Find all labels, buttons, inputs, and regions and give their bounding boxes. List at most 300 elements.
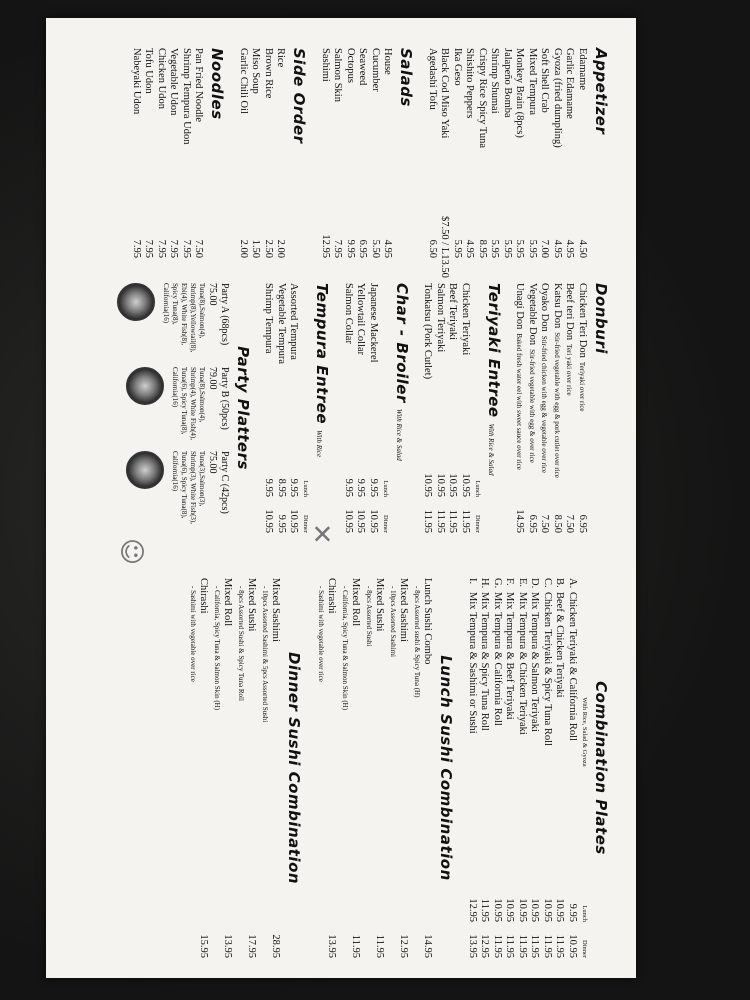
item-name-wrap [551, 283, 564, 491]
party-b-price: 79.00 [207, 367, 218, 390]
item-name: Nabeyaki Udon [131, 48, 142, 115]
sushi-combo-item [314, 578, 338, 958]
item-name-wrap [491, 578, 504, 886]
tempura-column-headers [300, 283, 310, 533]
item-name: Monkey Brain (8pcs) [514, 48, 526, 138]
item-letter: B. [554, 578, 566, 588]
appetizer-item [501, 48, 514, 258]
dinner-label: Dinner [382, 514, 389, 533]
party-a [117, 283, 230, 365]
combination-item [566, 578, 579, 958]
sushi-chef-icon: ☺ [116, 538, 146, 566]
dinner-sushi-section [186, 578, 304, 958]
item-description: - 8pcs Assorted sushi & Spicy Tuna (H) [413, 586, 422, 698]
broiler-item [342, 283, 355, 533]
side-order-item [274, 48, 287, 258]
item-name: Garlic Chili Oil [238, 48, 249, 114]
item-name: Japanese Mackerel [368, 283, 379, 363]
item-price: 7.95 [332, 239, 344, 258]
combination-item [491, 578, 504, 958]
item-name: Tonkatsu (Pork Cutlet) [422, 283, 434, 380]
side-order-section [237, 48, 309, 258]
item-name: Chicken Udon [156, 48, 167, 109]
item-name-wrap [261, 578, 282, 916]
item-name: Edamame [577, 48, 588, 90]
tempura-item [262, 283, 275, 533]
noodle-item [167, 48, 180, 258]
item-name: Shrimp Tempura [263, 283, 275, 354]
item-name: Salmon Teriyaki [435, 283, 446, 353]
lunch-price: 10.95 [492, 898, 503, 922]
salad-item [319, 48, 332, 258]
item-price: 5.95 [527, 239, 538, 258]
donburi-list [513, 283, 588, 533]
broiler-title: Char - Broiler [393, 283, 411, 403]
item-name: Mix Tempura & Beef Teriyaki [504, 592, 516, 720]
side-order-list [237, 48, 287, 258]
item-name: Vegetable Udon [168, 48, 180, 116]
item-name: Gyoza (fried dumpling) [552, 48, 563, 148]
sushi-platter-image [117, 283, 155, 321]
item-price: 7.95 [181, 239, 192, 258]
item-name: Agedashi Tofu [427, 48, 438, 110]
salad-item [381, 48, 394, 258]
item-name: Oyako Don [539, 283, 551, 332]
teriyaki-section [421, 283, 503, 533]
item-name: Lunch Sushi Combo [422, 578, 434, 665]
donburi-section [513, 283, 610, 533]
side-order-item [237, 48, 250, 258]
item-price: 5.95 [452, 239, 463, 258]
item-price: 4.95 [464, 239, 476, 258]
appetizer-item [451, 48, 464, 258]
item-name: Mix Tempura & Spicy Tuna Roll [479, 592, 491, 731]
lunch-sushi-section [314, 578, 456, 958]
lunch-price: 10.95 [554, 898, 566, 922]
item-letter: H. [479, 578, 491, 589]
item-price: 11.95 [350, 934, 362, 958]
appetizer-item [513, 48, 526, 258]
item-name: Mix Tempura & Sashimi or Sushi [467, 592, 478, 734]
lunch-price: 10.95 [517, 898, 528, 922]
lunch-price: 9.95 [263, 478, 275, 497]
item-name: Mix Tempura & Chicken Teriyaki [517, 592, 528, 735]
dinner-price: 13.95 [467, 934, 478, 958]
item-name-wrap [553, 578, 566, 886]
item-price: 13.95 [326, 934, 338, 958]
dinner-price: 11.95 [517, 934, 528, 958]
item-name: Mixed Roll [222, 578, 234, 627]
item-name-wrap [538, 283, 551, 491]
lunch-price: 10.95 [542, 898, 553, 922]
item-name: Mixed Sashimi [398, 578, 410, 642]
party-a-title: Party A (68pcs) [219, 283, 230, 346]
dinner-price: 10.95 [343, 509, 354, 533]
combination-item [541, 578, 554, 958]
item-name-wrap [503, 578, 516, 886]
item-name: Mix Tempura & Salmon Teriyaki [529, 592, 541, 732]
lunch-price: 11.95 [479, 898, 491, 922]
donburi-item [526, 283, 539, 533]
party-c-price: 75.00 [207, 451, 218, 474]
teriyaki-column-headers [471, 283, 481, 533]
item-price: 7.50 [193, 239, 205, 258]
tempura-sub: With Rice [315, 430, 324, 458]
item-name: Tofu Udon [143, 48, 155, 94]
lunch-label: Lunch [382, 480, 389, 497]
item-name: Vegetable Don [527, 283, 538, 346]
item-name-wrap [528, 578, 541, 886]
party-c-line: California(16) [171, 451, 179, 492]
tempura-title: Tempura Entree [313, 283, 332, 425]
side-order-item [262, 48, 275, 258]
dinner-price: 10.95 [263, 509, 275, 533]
item-description: - 8pcs Assorted Sushi & Spicy Tuna Roll [237, 586, 246, 701]
party-a-line: Spicy Tuna(8), [171, 283, 179, 325]
salad-item [344, 48, 357, 258]
item-name: Crispy Rice Spicy Tuna [477, 48, 488, 149]
item-name-wrap [526, 283, 539, 491]
party-b-contents [170, 367, 206, 449]
item-name: Chicken Teriyaki & California Roll [567, 592, 578, 741]
item-name: Beef teri Don [564, 283, 576, 341]
combination-list [466, 578, 579, 958]
appetizer-list [426, 48, 589, 278]
lunch-label: Lunch [581, 905, 588, 922]
item-note: Stir-fried vegetable with egg & pork cutlet over rice [553, 332, 561, 478]
item-name: Seaweed [357, 48, 369, 86]
lunch-price: 10.95 [422, 473, 434, 497]
item-price: 7.95 [131, 239, 142, 258]
item-price: 6.95 [527, 514, 538, 533]
party-c [126, 451, 230, 533]
teriyaki-heading [485, 283, 503, 533]
menu-column-3 [176, 578, 611, 958]
item-price: 6.95 [577, 514, 588, 533]
item-price: 5.95 [502, 239, 513, 258]
sushi-platter-image [126, 451, 164, 489]
item-name-wrap [389, 578, 410, 916]
item-price: 14.95 [514, 509, 526, 533]
item-name-wrap [237, 578, 258, 916]
item-description: - California, Spicy Tuna & Salmon Skin (H) [341, 586, 350, 711]
combination-section [466, 578, 611, 958]
party-b-line: Shrimp(4), White Fish(4), [189, 367, 197, 440]
dinner-sushi-list [186, 578, 282, 958]
party-b [126, 367, 230, 449]
dinner-price: 12.95 [479, 934, 491, 958]
item-price: 4.50 [577, 239, 588, 258]
broiler-list [342, 283, 380, 533]
tempura-item [275, 283, 288, 533]
dinner-price: 11.95 [422, 509, 434, 533]
lunch-price: 10.95 [435, 473, 446, 497]
item-price: 1.50 [250, 239, 262, 258]
donburi-item [576, 283, 589, 533]
item-name-wrap [513, 283, 526, 491]
item-name-wrap [341, 578, 362, 916]
tempura-section [262, 283, 332, 533]
salad-item [331, 48, 344, 258]
combination-item [503, 578, 516, 958]
item-note: Stir-fried chicken with egg & vegetable over rice [540, 335, 549, 473]
lunch-price: 9.95 [567, 903, 578, 922]
item-name: Jalapeño Bomba [502, 48, 513, 118]
item-name: Katsu Don [552, 283, 563, 329]
salads-heading: Salads [397, 48, 416, 107]
appetizer-item [476, 48, 489, 258]
item-name: Chirashi [198, 578, 210, 614]
appetizer-item [426, 48, 439, 258]
donburi-item [513, 283, 526, 533]
lunch-sushi-list [314, 578, 434, 958]
item-letter: I. [467, 578, 478, 585]
item-name: Mixed Sushi [246, 578, 258, 632]
item-price: 14.95 [422, 934, 434, 958]
dinner-sushi-heading: Dinner Sushi Combination [285, 651, 304, 885]
sushi-combo-item [386, 578, 410, 958]
salads-list [319, 48, 394, 258]
noodle-item [192, 48, 205, 258]
sushi-combo-item [338, 578, 362, 958]
noodle-item [142, 48, 155, 258]
combination-item [516, 578, 529, 958]
menu-sheet [46, 18, 636, 978]
item-price: 17.95 [246, 934, 258, 958]
donburi-item [538, 283, 551, 533]
noodles-heading: Noodles [208, 48, 227, 120]
dinner-price: 10.95 [567, 934, 578, 958]
item-letter: D. [529, 578, 541, 589]
dinner-price: 10.95 [288, 509, 300, 533]
party-c-line: Tuna(6), Spicy Tuna(8), [180, 451, 188, 519]
item-price: 28.95 [270, 934, 282, 958]
party-c-line: Shrimp(3), White Fish(3), [189, 451, 197, 524]
item-name-wrap [317, 578, 338, 916]
party-a-line: Shrimp(8),Yellowtail(8), [189, 283, 197, 353]
teriyaki-item [459, 283, 472, 533]
item-price: 7.95 [168, 239, 180, 258]
item-name: Beef & Chicken Teriyaki [554, 592, 566, 698]
broiler-item [354, 283, 367, 533]
item-letter: A. [567, 578, 578, 589]
party-c-contents [170, 451, 206, 533]
dinner-price: 11.95 [460, 509, 471, 533]
lunch-price: 10.95 [447, 473, 459, 497]
noodle-item [180, 48, 193, 258]
party-b-title: Party B (50pcs) [219, 367, 230, 430]
item-name: Chicken Teri Don [577, 283, 588, 358]
item-name-wrap [466, 578, 479, 886]
teriyaki-title: Teriyaki Entree [485, 283, 503, 418]
item-letter: F. [504, 578, 516, 586]
party-a-line: Tuna(8),Salmon(4), [198, 283, 206, 339]
dinner-price: 11.95 [529, 934, 541, 958]
item-price: 4.95 [564, 239, 576, 258]
item-note: Baked fresh water eel with sweet sauce over rice [515, 333, 524, 470]
item-name-wrap [516, 578, 529, 886]
combination-heading: Combination Plates [592, 681, 610, 855]
lunch-sushi-heading: Lunch Sushi Combination [437, 655, 456, 881]
item-name: Unagi Don [514, 283, 526, 330]
appetizer-item [526, 48, 539, 258]
lunch-price: 10.95 [529, 898, 541, 922]
item-letter: G. [492, 578, 503, 589]
menu-column-2 [122, 283, 610, 533]
broiler-heading [393, 283, 411, 533]
item-name: Octopus [345, 48, 356, 83]
item-price: 9.95 [345, 239, 356, 258]
combination-item [466, 578, 479, 958]
salad-item [356, 48, 369, 258]
appetizer-item [576, 48, 589, 258]
sushi-combo-item [186, 578, 210, 958]
teriyaki-item [446, 283, 459, 533]
party-b-line: Tuna(8),Salmon(4), [198, 367, 206, 423]
lunch-price: 10.95 [504, 898, 516, 922]
item-name: Chicken Teriyaki [460, 283, 471, 356]
teriyaki-item [421, 283, 434, 533]
lunch-label: Lunch [474, 480, 481, 497]
broiler-column-headers [379, 283, 389, 533]
item-price: 4.95 [552, 239, 563, 258]
sushi-combo-item [362, 578, 386, 958]
appetizer-item [488, 48, 501, 258]
item-price: 7.00 [539, 239, 551, 258]
combination-item [553, 578, 566, 958]
dinner-price: 11.95 [492, 934, 503, 958]
item-name: Miso Soup [250, 48, 262, 94]
tempura-item [287, 283, 300, 533]
item-name-wrap [576, 283, 589, 491]
item-price: 5.95 [489, 239, 501, 258]
combination-item [528, 578, 541, 958]
item-name-wrap [563, 283, 576, 491]
sushi-combo-item [410, 578, 434, 958]
dinner-price: 11.95 [554, 934, 566, 958]
item-price: 5.95 [514, 239, 526, 258]
teriyaki-item [434, 283, 447, 533]
donburi-item [563, 283, 576, 533]
chopsticks-icon: ✕ [306, 523, 336, 545]
item-name: House [382, 48, 394, 75]
tempura-list [262, 283, 300, 533]
noodles-section [130, 48, 227, 258]
item-price: 2.50 [263, 239, 274, 258]
item-price: 15.95 [198, 934, 210, 958]
item-description: - 10pcs Assorted Sashimi [389, 586, 398, 657]
combination-item [478, 578, 491, 958]
lunch-price: 9.95 [343, 478, 354, 497]
item-price: $7.50 / L13.50 [439, 216, 451, 278]
combination-column-headers [578, 578, 588, 958]
item-letter: C. [542, 578, 553, 588]
item-name: Assorted Tempura [288, 283, 300, 360]
item-name: Mixed Roll [350, 578, 362, 627]
appetizer-item [438, 48, 451, 278]
item-name: Rice [275, 48, 287, 68]
item-note: Teri yaki over rice [565, 344, 574, 396]
item-name: Beef Teriyaki [447, 283, 459, 341]
salad-item [369, 48, 382, 258]
party-a-line: Ebi(4), White Fish(8), [180, 283, 188, 346]
item-name: Soft Shell Crab [539, 48, 551, 113]
item-name: Garlic Edamame [564, 48, 576, 119]
dinner-price: 10.95 [368, 509, 379, 533]
item-price: 5.50 [370, 239, 381, 258]
item-description: - 10pcs Assorted Sashimi & 5pcs Assorted Sushi [261, 586, 270, 723]
donburi-item [551, 283, 564, 533]
noodles-list [130, 48, 205, 258]
item-price: 2.00 [238, 239, 249, 258]
item-price: 7.50 [564, 514, 576, 533]
party-a-price: 75.00 [207, 283, 218, 306]
dinner-price: 11.95 [435, 509, 446, 533]
item-name: Salmon Collar [343, 283, 354, 344]
teriyaki-list [421, 283, 471, 533]
item-name: Salmon Skin [332, 48, 344, 102]
item-price: 2.00 [275, 239, 287, 258]
item-name: Mix Tempura & California Roll [492, 592, 503, 726]
broiler-section [342, 283, 412, 533]
item-description: - Sashimi with vegetable over rice [317, 586, 326, 682]
item-price: 8.50 [552, 514, 563, 533]
item-name: Cucumber [370, 48, 381, 92]
item-description: - 8pcs Assorted Sushi [365, 586, 374, 647]
item-name-wrap [541, 578, 554, 886]
dinner-price: 10.95 [355, 509, 367, 533]
menu-column-1 [120, 48, 611, 278]
dinner-price: 11.95 [504, 934, 516, 958]
item-price: 7.50 [539, 514, 551, 533]
noodle-item [130, 48, 143, 258]
lunch-price: 12.95 [467, 898, 478, 922]
item-name-wrap [566, 578, 579, 886]
party-c-line: Tuna(3),Salmon(3), [198, 451, 206, 507]
party-c-title: Party C (42pcs) [219, 451, 230, 514]
item-name: Shrimp Shumai [489, 48, 501, 114]
item-name: Mixed Sashimi [270, 578, 282, 642]
item-name-wrap [213, 578, 234, 916]
item-name: Chirashi [326, 578, 338, 614]
item-description: - California, Spicy Tuna & Salmon Skin (H) [213, 586, 222, 711]
item-price: 7.95 [143, 239, 155, 258]
item-price: 4.95 [382, 239, 394, 258]
teriyaki-sub: With Rice & Salad [487, 423, 495, 476]
item-price: 12.95 [320, 234, 331, 258]
party-b-line: California(16) [171, 367, 179, 408]
item-price: 12.95 [398, 934, 410, 958]
noodle-item [155, 48, 168, 258]
appetizer-item [563, 48, 576, 258]
item-name: Chicken Teriyaki & Spicy Tuna Roll [542, 592, 553, 746]
salads-section [319, 48, 416, 258]
dinner-label: Dinner [302, 514, 310, 533]
item-note: Stir-fried vegetable with egg & over rice [528, 349, 536, 463]
appetizer-section [426, 48, 611, 278]
appetizer-item [463, 48, 476, 258]
item-note: Teriyaki over rice [578, 361, 586, 412]
party-platters-heading: Party Platters [234, 346, 252, 470]
item-name-wrap [413, 578, 434, 916]
lunch-price: 8.95 [276, 478, 287, 497]
appetizer-item [551, 48, 564, 258]
item-name: Shishito Peppers [464, 48, 476, 119]
appetizer-heading: Appetizer [592, 48, 610, 135]
dinner-price: 11.95 [542, 934, 553, 958]
item-name: Sashimi [320, 48, 331, 82]
appetizer-item [538, 48, 551, 258]
